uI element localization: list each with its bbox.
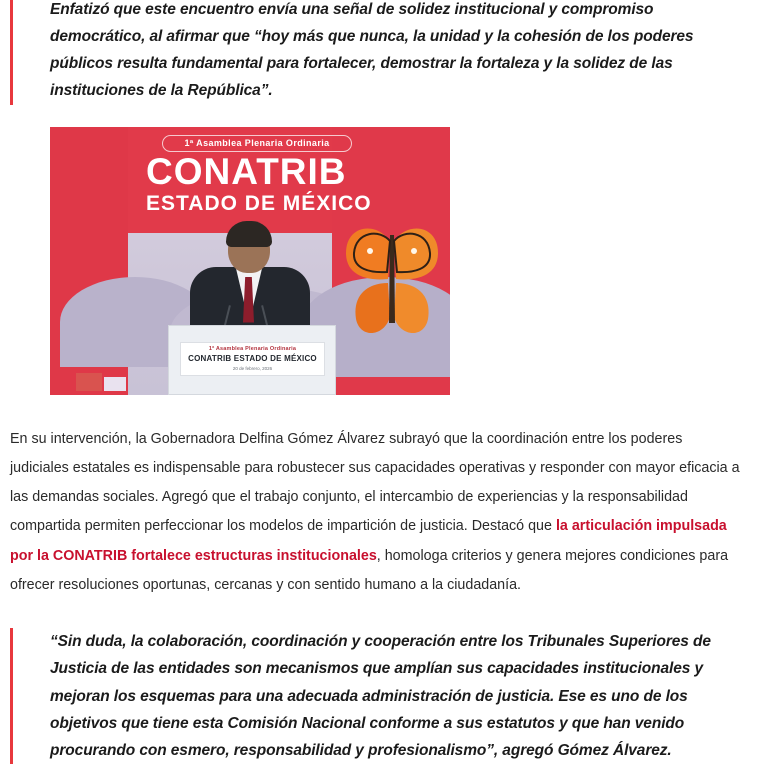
photo-art-house <box>104 377 126 391</box>
pullquote-top-text: Enfatizó que este encuentro envía una señal de solidez institucional y compromiso democrático, al afirmar que “hoy más que nunca, la unidad y la cohesión de los poderes públicos resulta fundamental para fortalecer, demostrar la fortaleza y la solidez de las instituciones de la República”. <box>50 1 694 100</box>
article-photo <box>50 127 450 395</box>
backdrop-title: CONATRIB <box>146 150 347 192</box>
lectern-sign-line2: CONATRIB ESTADO DE MÉXICO <box>188 353 317 363</box>
blockquote <box>0 0 763 105</box>
lectern-sign <box>180 342 325 376</box>
article-figure <box>0 127 763 395</box>
backdrop-event-pill: 1ª Asamblea Plenaria Ordinaria <box>162 135 352 152</box>
backdrop-subtitle: ESTADO DE MÉXICO <box>146 191 372 215</box>
paragraph-part2: , homologa criterios y genera mejores condiciones para ofrecer resoluciones oportunas, cercanas y con sentido humano a la ciudadanía. <box>10 547 729 593</box>
lectern-sign-line1: 1ª Asamblea Plenaria Ordinaria <box>208 345 297 352</box>
article-paragraph <box>0 425 763 601</box>
inline-link-conatrib[interactable]: la articulación impulsada por la CONATRIB fortalece estructuras institucionales <box>10 518 727 564</box>
lectern-sign-line3: 20 de febrero, 2026 <box>232 365 273 371</box>
pullquote-bottom-text: “Sin duda, la colaboración, coordinación y cooperación entre los Tribunales Superiores de Justicia de las entidades son mecanismos que amplían sus capacidades institucionales y mejoran los esquemas para una adecuada administración de justicia. Ese es uno de los objetivos que tiene esta Comisión Nacional conforme a sus estatutos y que han venido procurando con esmero, responsabilidad y profesionalismo”, agregó Gómez Álvarez. <box>50 633 711 759</box>
paragraph-part1: En su intervención, la Gobernadora Delfina Gómez Álvarez subrayó que la coordinación entre los poderes judiciales estatales es indispensable para robustecer sus capacidades operativas y responder con mayor eficacia a las demandas sociales. Agregó que el trabajo conjunto, el intercambio de experiencias y la responsabilidad compartida permiten perfeccionar los modelos de impartición de justicia. Destacó que <box>10 430 740 535</box>
pullquote-top <box>0 0 763 105</box>
paragraph-text <box>10 425 741 601</box>
pullquote-bottom <box>0 628 763 764</box>
blockquote <box>0 628 763 764</box>
photo-art-house <box>76 373 102 391</box>
butterfly-icon <box>340 223 444 341</box>
